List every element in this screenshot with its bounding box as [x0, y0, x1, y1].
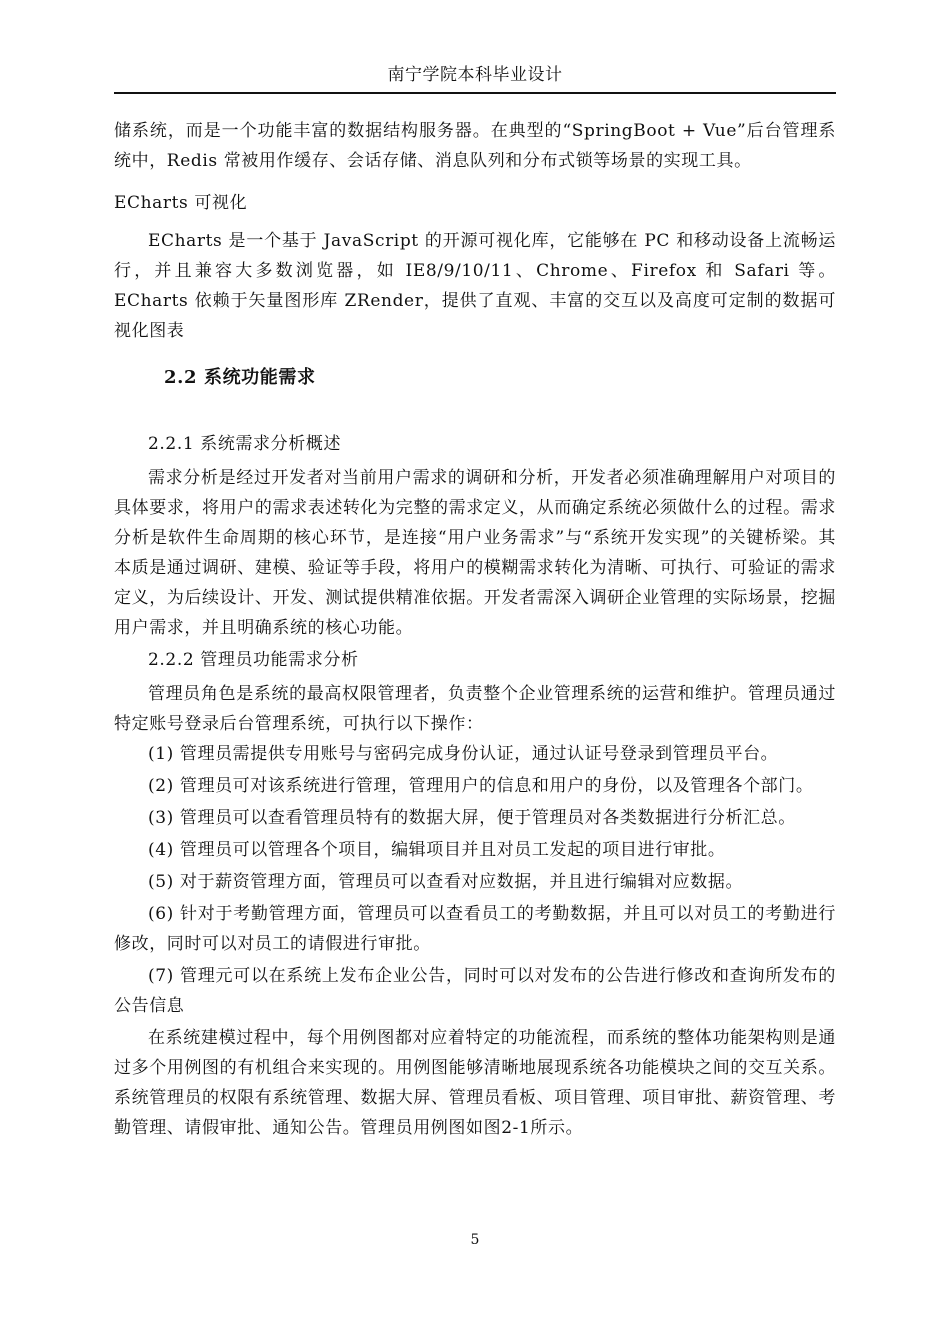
- list-item: (3) 管理员可以查看管理员特有的数据大屏，便于管理员对各类数据进行分析汇总。: [148, 808, 796, 828]
- paragraph-echarts: ECharts 是一个基于 JavaScript 的开源可视化库，它能够在 PC 和移动设备上流畅运行，并且兼容大多数浏览器，如 IE8/9/10/11、Chrome、Firefox 和 Safari 等。ECharts 依赖于矢量图形库 ZRender，提供了直观、丰富的交互以及高度可定制的数据可视化图表: [114, 231, 836, 341]
- list-item: (2) 管理员可对该系统进行管理，管理用户的信息和用户的身份，以及管理各个部门。: [148, 776, 814, 796]
- page-header-title: 南宁学院本科毕业设计: [387, 65, 563, 85]
- paragraph-requirements-overview: 需求分析是经过开发者对当前用户需求的调研和分析，开发者必须准确理解用户对项目的具体要求，将用户的需求表述转化为完整的需求定义，从而确定系统必须做什么的过程。需求分析是软件生命周期的核心环节，是连接“用户业务需求”与“系统开发实现”的关键桥梁。其本质是通过调研、建模、验证等手段，将用户的模糊需求转化为清晰、可执行、可验证的需求定义，为后续设计、开发、测试提供精准依据。开发者需深入调研企业管理的实际场景，挖掘用户需求，并且明确系统的核心功能。: [114, 468, 836, 638]
- paragraph-redis-continuation: 储系统，而是一个功能丰富的数据结构服务器。在典型的“SpringBoot + Vue”后台管理系统中，Redis 常被用作缓存、会话存储、消息队列和分布式锁等场景的实现工具。: [114, 121, 836, 171]
- paragraph-use-case-modeling: 在系统建模过程中，每个用例图都对应着特定的功能流程，而系统的整体功能架构则是通过多个用例图的有机组合来实现的。用例图能够清晰地展现系统各功能模块之间的交互关系。系统管理员的权限有系统管理、数据大屏、管理员看板、项目管理、项目审批、薪资管理、考勤管理、请假审批、通知公告。管理员用例图如图2-1所示。: [114, 1028, 836, 1138]
- list-item: (5) 对于薪资管理方面，管理员可以查看对应数据，并且进行编辑对应数据。: [148, 872, 744, 892]
- header-rule: [114, 92, 836, 94]
- page-body: [114, 116, 836, 1143]
- list-item: (1) 管理员需提供专用账号与密码完成身份认证，通过认证号登录到管理员平台。: [148, 744, 779, 764]
- list-item: (6) 针对于考勤管理方面，管理员可以查看员工的考勤数据，并且可以对员工的考勤进行修改，同时可以对员工的请假进行审批。: [114, 904, 836, 954]
- section-heading-2-2: 2.2 系统功能需求: [164, 367, 316, 388]
- list-item: (7) 管理元可以在系统上发布企业公告，同时可以对发布的公告进行修改和查询所发布的公告信息: [114, 966, 836, 1016]
- paragraph-admin-role: 管理员角色是系统的最高权限管理者，负责整个企业管理系统的运营和维护。管理员通过特定账号登录后台管理系统，可执行以下操作：: [114, 684, 836, 734]
- page-number: 5: [470, 1232, 480, 1248]
- echarts-heading: ECharts 可视化: [114, 193, 248, 213]
- list-item: (4) 管理员可以管理各个项目，编辑项目并且对员工发起的项目进行审批。: [148, 840, 726, 860]
- section-heading-2-2-1: 2.2.1 系统需求分析概述: [148, 434, 342, 454]
- section-heading-2-2-2: 2.2.2 管理员功能需求分析: [148, 650, 359, 670]
